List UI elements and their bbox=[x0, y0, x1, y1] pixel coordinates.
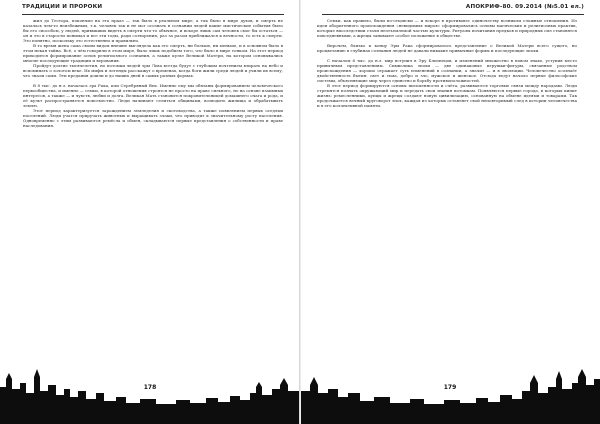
body-text bbox=[317, 18, 577, 108]
running-title: ТРАДИЦИИ И ПРОРОКИ bbox=[22, 4, 103, 10]
page-number: 178 bbox=[143, 384, 157, 391]
right-page bbox=[300, 0, 600, 424]
body-text bbox=[23, 18, 283, 128]
paragraph: Этот период характеризуется зарождением земледелия и скотоводства, а также появлением первых оседлых поселений. Люди учатся приручать животных и выращивать злаки, что приводит к значительному росту населения. Одновременно с этим развиваются ремёсла и обмен, складываются первые представления о собственности и праве наследования. bbox=[23, 108, 283, 129]
paragraph: Пройдут долгие тысячелетия, но потомки людей эры Льва всегда будут с глубоким почтением взирать на небо и вспоминать о золотом веке. Их мифы и легенды расскажут о временах, когда боги жили среди людей и учили их всему, что знали сами. Эти предания дошли и до наших дней в самых разных формах. bbox=[23, 63, 283, 79]
paragraph: Впрочем, близко к концу Эры Рака сформировалось представление о Великой Матери всего сущего, но процветанию в глубинах сознания людей не давали никакие привычные формы и последующие эпохи. bbox=[317, 43, 577, 54]
page-number: 179 bbox=[443, 384, 457, 391]
paragraph: жил до Тестора, покончил на эта прааз — так было в реальном мире, а так было в мире духов, и смерть не казалась чем-то неизбежным, т.к. человек так и не мог осознать в сознании людей какие мистические события было бы его способом, у людей, привыкших видеть в смерти что-то обычное, и вскоре лишь сам человек смог бы остаться — он и это в старости понимал и все эти годы, ради сотворения, раз за разом приближался к вечности, то есть к смерти. Это понятно, поскольку это естественно и правильно. bbox=[23, 18, 283, 44]
paragraph: В 8 тыс. до н.э. началась эра Рака, или Серебряный Век. Именно ему мы обязаны формированием человеческого первообщества, и именно — семьи, в которой отношения строятся не просто на праве сильного, но на основе взаимных интересов, а также — и чувств, любви и долга. Великая Мать становится покровительницей домашнего очага и рода, и её культ распространяется повсеместно. Люди начинают селиться общинами, возводить жилища и обрабатывать землю. bbox=[23, 83, 283, 109]
header-rule bbox=[22, 14, 284, 15]
paragraph: С началом 6 тыс. до н.э. мир вступил в Эру Близнецов, и изменений множество в новом знаке, уступив место привычным представлениям. Символика эпохи — две одинаковые игрушки-фигуры, связанные родством происхождения — хорошо отражает суть изменений в сознании, а значит — и в эволюции. Человечество осознаёт двойственность бытия: свет и тьма, добро и зло, мужское и женское. Отсюда ведут начало первые философские системы, объясняющие мир через единство и борьбу противоположностей. bbox=[317, 58, 577, 84]
paragraph: В то время жена сама своим видом внешне выглядела как его смерть, ни больше, ни меньше, и в основном было в этом некая тайна. Всё, о чём говорили в этом мире, было лишь подобием того, что было в мире тонком. На этот период приходится формирование основ религиозного сознания, а также культ Великой Матери, на котором основывались многие последующие традиции и верования. bbox=[23, 43, 283, 64]
page-header bbox=[22, 4, 284, 13]
paragraph: Семьи, как правило, были по-отцовски — и вскоре в противовес одиночеству возникли сложные отношения. Из идеи аборигенного происхождения «невидимых миров» сформировались основы магических и религиозных практик, которые впоследствии стали неотъемлемой частью культуры. Ритуалы почитания предков и природных сил становятся повседневными, а жрецы занимают особое положение в обществе. bbox=[317, 18, 577, 39]
paragraph: В этот период формируются основы письменности и счёта, развиваются торговые связи между народами. Люди стремятся познать окружающий мир и передать свои знания потомкам. Появляются первые города, в которых кипит жизнь: ремесленники, купцы и жрецы создают новую цивилизацию, основанную на обмене идеями и товарами. Так продолжается вечный круговорот эпох, каждая из которых оставляет свой неповторимый след в истории человечества и в его коллективной памяти. bbox=[317, 83, 577, 109]
page-header bbox=[322, 4, 584, 13]
running-title: АПОКРИФ-80. 09.2014 (№5.01 ел.) bbox=[465, 4, 584, 10]
header-rule bbox=[322, 14, 584, 15]
book-gutter bbox=[299, 0, 301, 424]
